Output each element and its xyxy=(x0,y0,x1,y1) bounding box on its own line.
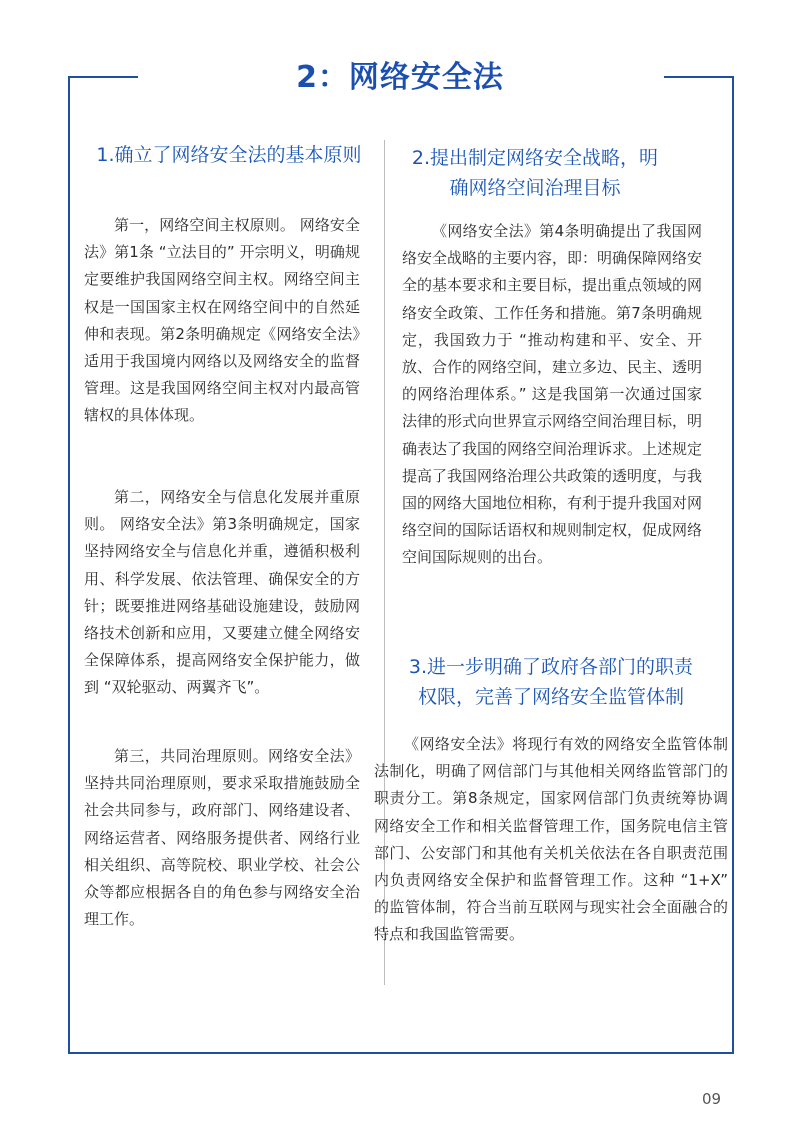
section-2-heading-line-1: 2.提出制定网络安全战略，明 xyxy=(411,147,659,169)
section-3-paragraph: 《网络安全法》将现行有效的网络安全监管体制法制化，明确了网信部门与其他相关网络监管部门的职责分工。第8条规定，国家网信部门负责统筹协调网络安全工作和相关监督管理工作，国务院电信主管部门、公安部门和其他有关机关依法在各自职责范围内负责网络安全保护和监督管理工作。这种 “1+X” 的监管体制，符合当前互联网与现实社会全面融合的特点和我国监管需要。 xyxy=(374,735,728,944)
section-2-heading xyxy=(390,143,680,203)
section-3-heading-line-2: 权限，完善了网络安全监管体制 xyxy=(417,686,684,708)
section-1-paragraph-3: 第三，共同治理原则。网络安全法》坚持共同治理原则，要求采取措施鼓励全社会共同参与，政府部门、网络建设者、网络运营者、网络服务提供者、网络行业相关组织、高等院校、职业学校、社会公众等都应根据各自的角色参与网络安全治理工作。 xyxy=(84,747,360,929)
section-1-paragraph-1: 第一，网络空间主权原则。 网络安全法》第1条 “立法目的” 开宗明义，明确规定要维护我国网络空间主权。网络空间主权是一国国家主权在网络空间中的自然延伸和表现。第2条明确规定《网络安全法》适用于我国境内网络以及网络安全的监督管理。这是我国网络空间主权对内最高管辖权的具体体现。 xyxy=(84,216,360,425)
section-1-paragraph-2: 第二，网络安全与信息化发展并重原则。 网络安全法》第3条明确规定，国家坚持网络安全与信息化并重，遵循积极利用、科学发展、依法管理、确保安全的方针；既要推进网络基础设施建设，鼓励网络技术创新和应用，又要建立健全网络安全保障体系，提高网络安全保护能力，做到 “双轮驱动、两翼齐飞”。 xyxy=(84,488,360,697)
page-number: 09 xyxy=(702,1090,722,1108)
section-3-heading xyxy=(376,652,726,712)
page-title: 2：网络安全法 xyxy=(296,60,504,95)
section-1-heading: 1.确立了网络安全法的基本原则 xyxy=(96,144,362,166)
section-2-paragraph: 《网络安全法》第4条明确提出了我国网络安全战略的主要内容，即：明确保障网络安全的基本要求和主要目标，提出重点领域的网络安全政策、工作任务和措施。第7条明确规定，我国致力于 “推动构建和平、安全、开放、合作的网络空间，建立多边、民主、透明的网络治理体系。” 这是我国第一次通过国家法律的形式向世界宣示网络空间治理目标，明确表达了我国的网络空间治理诉求。上述规定提高了我国网络治理公共政策的透明度，与我国的网络大国地位相称，有利于提升我国对网络空间的国际话语权和规则制定权，促成网络空间国际规则的出台。 xyxy=(402,222,703,567)
section-2-heading-line-2: 确网络空间治理目标 xyxy=(449,177,621,199)
section-3-heading-line-1: 3.进一步明确了政府各部门的职责 xyxy=(408,656,694,678)
